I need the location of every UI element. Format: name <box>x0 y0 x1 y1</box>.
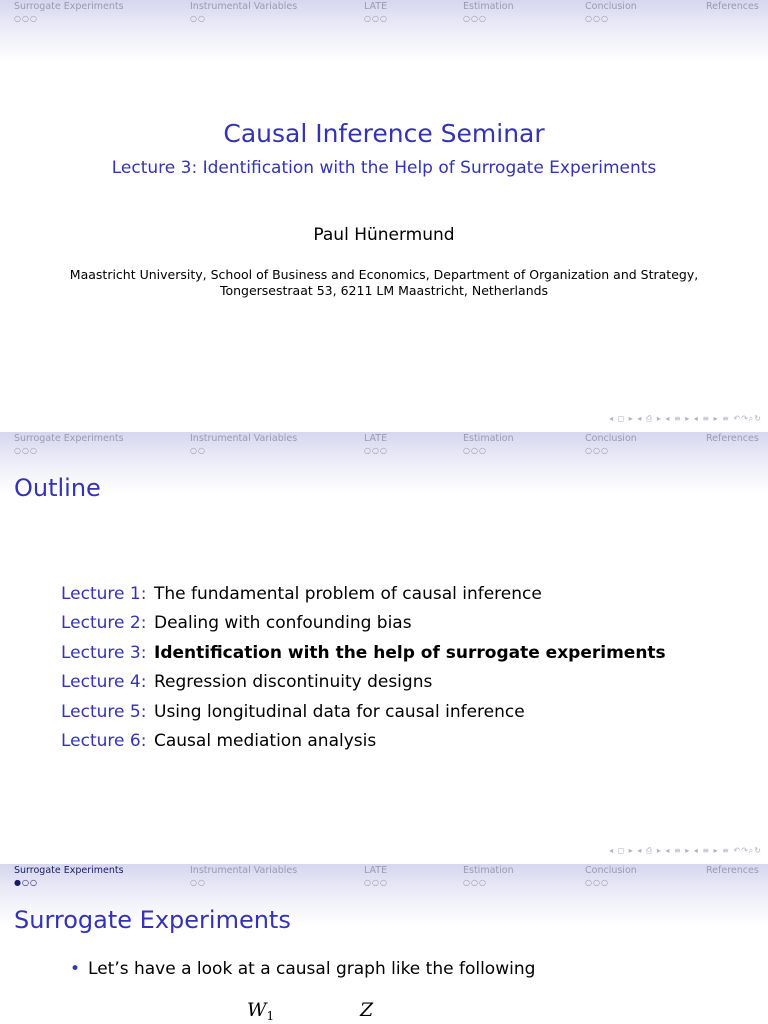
outline-item-label: Lecture 1: <box>61 584 147 604</box>
nav-section-conclusion[interactable]: Conclusion <box>585 865 637 876</box>
nav-section-instrumental-variables[interactable]: Instrumental Variables <box>190 865 298 876</box>
nav-dots-instrumental-variables[interactable]: ○○ <box>190 878 206 887</box>
author-name: Paul Hünermund <box>313 225 455 245</box>
nav-dots-conclusion[interactable]: ○○○ <box>585 878 609 887</box>
nav-section-surrogate-experiments[interactable]: Surrogate Experiments <box>14 1 124 12</box>
graph-node-w1: $W_1$ <box>247 999 275 1023</box>
outline-item-text: The fundamental problem of causal inference <box>154 584 542 604</box>
nav-dots-estimation[interactable]: ○○○ <box>463 878 487 887</box>
nav-dots-surrogate-experiments[interactable]: ●○○ <box>14 878 38 887</box>
outline-item-label: Lecture 6: <box>61 730 147 751</box>
bullet-icon: • <box>70 959 81 979</box>
nav-dots-conclusion[interactable]: ○○○ <box>585 14 609 23</box>
nav-dots-late[interactable]: ○○○ <box>364 878 388 887</box>
nav-section-surrogate-experiments[interactable]: Surrogate Experiments <box>14 865 124 876</box>
section-navigation-bar <box>0 432 768 494</box>
outline-item-text: Regression discontinuity designs <box>154 672 433 693</box>
outline-item <box>61 672 666 701</box>
nav-section-conclusion[interactable]: Conclusion <box>585 433 637 444</box>
frame-title: Surrogate Experiments <box>14 906 291 934</box>
nav-section-instrumental-variables[interactable]: Instrumental Variables <box>190 433 298 444</box>
frame-title: Outline <box>14 474 101 502</box>
outline-item-text: Identification with the help of surrogate experiments <box>154 642 666 663</box>
causal-graph <box>0 864 768 1024</box>
graph-node-z: Z <box>360 999 374 1021</box>
beamer-navigation-icons[interactable]: ◂ ◻ ▸ ◂ ⎙ ▸ ◂ ≡ ▸ ◂ ≡ ▸ ≡ ↶↷⌕↻ <box>609 846 762 855</box>
institution <box>0 267 768 299</box>
presentation-subtitle: Lecture 3: Identification with the Help of Surrogate Experiments <box>111 158 657 178</box>
outline-item-text: Using longitudinal data for causal inference <box>154 701 525 722</box>
nav-section-late[interactable]: LATE <box>364 433 388 444</box>
nav-dots-estimation[interactable]: ○○○ <box>463 14 487 23</box>
nav-section-estimation[interactable]: Estimation <box>463 433 514 444</box>
nav-dots-late[interactable]: ○○○ <box>364 14 388 23</box>
nav-section-surrogate-experiments[interactable]: Surrogate Experiments <box>14 433 124 444</box>
nav-section-references[interactable]: References <box>706 865 759 876</box>
outline-item <box>61 613 666 642</box>
outline-item <box>61 702 666 731</box>
nav-section-instrumental-variables[interactable]: Instrumental Variables <box>190 1 298 12</box>
nav-section-conclusion[interactable]: Conclusion <box>585 1 637 12</box>
outline-item-label: Lecture 5: <box>61 701 147 722</box>
nav-dots-instrumental-variables[interactable]: ○○ <box>190 446 206 455</box>
slide-outline <box>0 432 768 864</box>
nav-section-estimation[interactable]: Estimation <box>463 1 514 12</box>
institution-line-2: Tongersestraat 53, 6211 LM Maastricht, Netherlands <box>219 283 549 298</box>
nav-dots-surrogate-experiments[interactable]: ○○○ <box>14 446 38 455</box>
outline-item <box>61 731 666 760</box>
institution-line-1: Maastricht University, School of Business and Economics, Department of Organization and Strategy, <box>69 267 699 282</box>
outline-item-label: Lecture 3: <box>61 642 147 663</box>
nav-section-late[interactable]: LATE <box>364 865 388 876</box>
nav-dots-conclusion[interactable]: ○○○ <box>585 446 609 455</box>
slide-title <box>0 0 768 432</box>
outline-item-text: Causal mediation analysis <box>154 730 377 751</box>
section-navigation-bar <box>0 0 768 62</box>
nav-section-estimation[interactable]: Estimation <box>463 865 514 876</box>
nav-section-late[interactable]: LATE <box>364 1 388 12</box>
slide-surrogate-experiments <box>0 864 768 1024</box>
nav-section-references[interactable]: References <box>706 433 759 444</box>
outline-item-current <box>61 643 666 672</box>
nav-dots-estimation[interactable]: ○○○ <box>463 446 487 455</box>
presentation-title: Causal Inference Seminar <box>223 119 545 148</box>
nav-dots-instrumental-variables[interactable]: ○○ <box>190 14 206 23</box>
outline-item-label: Lecture 4: <box>61 672 147 693</box>
beamer-navigation-icons[interactable]: ◂ ◻ ▸ ◂ ⎙ ▸ ◂ ≡ ▸ ◂ ≡ ▸ ≡ ↶↷⌕↻ <box>609 414 762 423</box>
outline-item <box>61 584 666 613</box>
bullet-text: Let’s have a look at a causal graph like the following <box>88 959 536 979</box>
nav-dots-surrogate-experiments[interactable]: ○○○ <box>14 14 38 23</box>
outline-item-text: Dealing with confounding bias <box>154 613 412 634</box>
nav-dots-late[interactable]: ○○○ <box>364 446 388 455</box>
nav-section-references[interactable]: References <box>706 1 759 12</box>
outline-list <box>61 584 666 760</box>
outline-item-label: Lecture 2: <box>61 613 147 634</box>
